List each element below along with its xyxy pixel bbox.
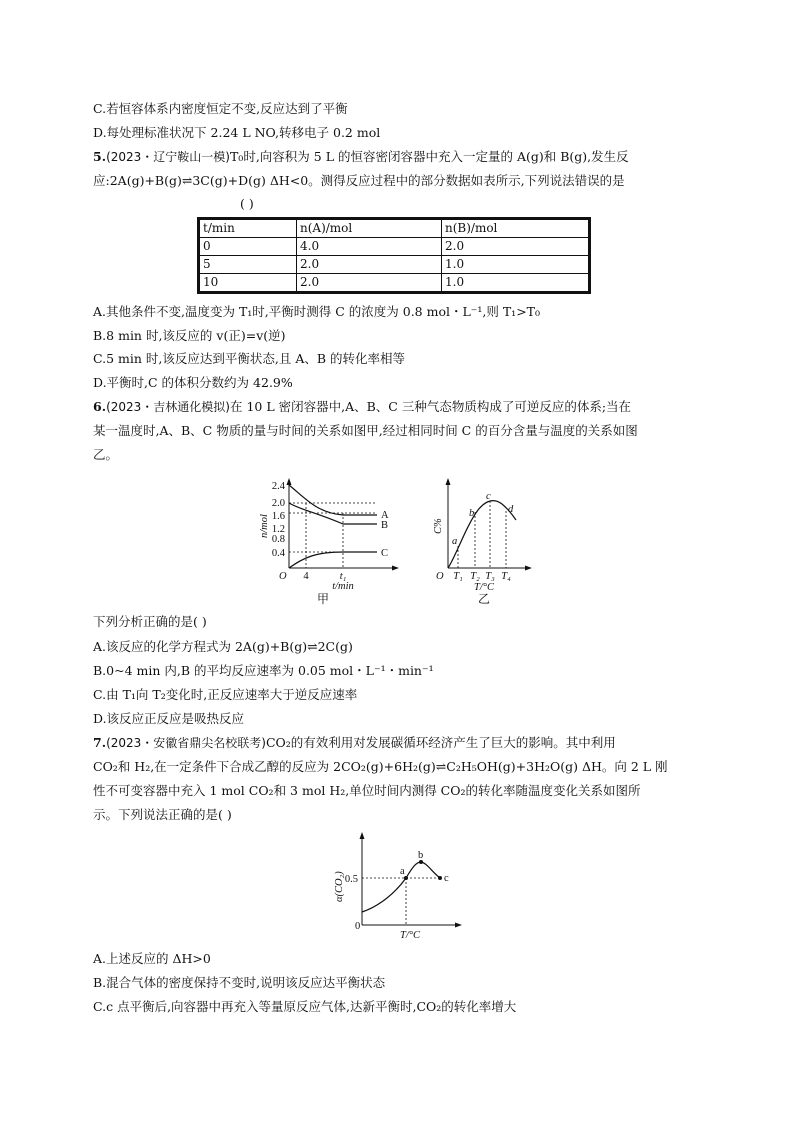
q7-option-c: C.c 点平衡后,向容器中再充入等量原反应气体,达新平衡时,CO₂的转化率增大 bbox=[93, 999, 517, 1014]
table-cell: 0 bbox=[199, 238, 297, 256]
table-row bbox=[199, 238, 590, 256]
table-cell: 1.0 bbox=[442, 256, 590, 274]
x-tick: T₄ bbox=[501, 571, 511, 582]
q6-source: (2023・吉林通化模拟) bbox=[106, 400, 230, 414]
point-label-b: b bbox=[469, 508, 475, 519]
origin-label: 0 bbox=[355, 921, 361, 932]
q6-line-2: 某一温度时,A、B、C 物质的量与时间的关系如图甲,经过相同时间 C 的百分含量与温度的关系如图 bbox=[93, 423, 638, 438]
figure-yi bbox=[428, 476, 538, 608]
q7-line-2: CO₂和 H₂,在一定条件下合成乙醇的反应为 2CO₂(g)+6H₂(g)⇌C₂H₅OH(g)+3H₂O(g) ΔH。向 2 L 刚 bbox=[93, 759, 668, 774]
point-label-b: b bbox=[418, 850, 424, 861]
q5-option-c: C.5 min 时,该反应达到平衡状态,且 A、B 的转化率相等 bbox=[93, 351, 406, 366]
y-tick: 0.5 bbox=[344, 874, 358, 885]
y-tick: 1.6 bbox=[271, 511, 285, 522]
q7-option-a: A.上述反应的 ΔH>0 bbox=[93, 951, 211, 966]
q7-source: (2023・安徽省鼎尖名校联考) bbox=[106, 736, 266, 750]
c-percent-curve bbox=[448, 501, 516, 568]
figure-jia bbox=[255, 476, 405, 608]
q6-option-d: D.该反应正反应是吸热反应 bbox=[93, 711, 245, 726]
y-tick: 1.2 bbox=[271, 524, 285, 535]
table-cell: 2.0 bbox=[442, 238, 590, 256]
figure-caption: 甲 bbox=[316, 592, 330, 606]
origin-label: O bbox=[279, 571, 287, 582]
q5-stem-1: T₀时,向容积为 5 L 的恒容密闭容器中充入一定量的 A(g)和 B(g),发生反 bbox=[229, 149, 629, 164]
point-label-a: a bbox=[452, 536, 458, 547]
q5-source: (2023・辽宁鞍山一模) bbox=[106, 150, 230, 164]
q7-option-b: B.混合气体的密度保持不变时,说明该反应达平衡状态 bbox=[93, 975, 386, 990]
series-label-a: A bbox=[381, 510, 389, 521]
table-header: n(B)/mol bbox=[442, 219, 590, 238]
x-tick: T₃ bbox=[485, 571, 495, 582]
y-tick: 2.4 bbox=[271, 481, 285, 492]
q5-option-d: D.平衡时,C 的体积分数约为 42.9% bbox=[93, 375, 293, 390]
series-label-b: B bbox=[381, 520, 389, 531]
option-d-prev: D.每处理标准状况下 2.24 L NO,转移电子 0.2 mol bbox=[93, 125, 381, 140]
q6-option-b: B.0~4 min 内,B 的平均反应速率为 0.05 mol・L⁻¹・min⁻¹ bbox=[93, 663, 434, 678]
y-tick: 2.0 bbox=[271, 498, 285, 509]
table-cell: 2.0 bbox=[297, 274, 442, 293]
table-cell: 2.0 bbox=[297, 256, 442, 274]
figure-co2 bbox=[330, 830, 470, 942]
y-axis-label: α(CO₂) bbox=[334, 871, 345, 902]
series-label-c: C bbox=[381, 548, 389, 559]
q5-answer-paren: ( ) bbox=[240, 196, 254, 211]
q7-stem-1: CO₂的有效利用对发展碳循环经济产生了巨大的影响。其中利用 bbox=[265, 735, 616, 750]
point-label-c: c bbox=[444, 873, 449, 884]
table-header: n(A)/mol bbox=[297, 219, 442, 238]
q7-number: 7. bbox=[93, 735, 107, 750]
table-cell: 10 bbox=[199, 274, 297, 293]
x-tick: t₁ bbox=[339, 571, 347, 582]
table-row bbox=[199, 256, 590, 274]
y-tick: 0.8 bbox=[271, 534, 285, 545]
q7-line-1 bbox=[93, 734, 616, 752]
q5-line-2: 应:2A(g)+B(g)⇌3C(g)+D(g) ΔH<0。测得反应过程中的部分数据如表所示,下列说法错误的是 bbox=[93, 173, 625, 188]
x-axis-label: t/min bbox=[332, 581, 354, 592]
q6-stem-1: 在 10 L 密闭容器中,A、B、C 三种气态物质构成了可逆反应的体系;当在 bbox=[229, 399, 632, 414]
x-tick: 4 bbox=[303, 571, 309, 582]
table-cell: 4.0 bbox=[297, 238, 442, 256]
figure-caption: 乙 bbox=[477, 592, 491, 606]
point-label-c: c bbox=[486, 491, 491, 502]
data-table bbox=[197, 217, 591, 294]
series-a-curve bbox=[289, 485, 377, 515]
point-c-marker bbox=[438, 876, 442, 880]
q6-line-3: 乙。 bbox=[93, 447, 119, 462]
table-header-row bbox=[199, 219, 590, 238]
q6-line-1 bbox=[93, 398, 631, 416]
q6-question: 下列分析正确的是( ) bbox=[93, 614, 207, 629]
q6-number: 6. bbox=[93, 399, 107, 414]
option-c-prev: C.若恒容体系内密度恒定不变,反应达到了平衡 bbox=[93, 101, 348, 116]
x-tick: T₂ bbox=[470, 571, 480, 582]
q7-line-4: 示。下列说法正确的是( ) bbox=[93, 807, 232, 822]
series-c-curve bbox=[289, 552, 377, 568]
q6-option-c: C.由 T₁向 T₂变化时,正反应速率大于逆反应速率 bbox=[93, 687, 358, 702]
table-header: t/min bbox=[199, 219, 297, 238]
table-cell: 1.0 bbox=[442, 274, 590, 293]
table-cell: 5 bbox=[199, 256, 297, 274]
q5-line-1 bbox=[93, 148, 629, 166]
q6-option-a: A.该反应的化学方程式为 2A(g)+B(g)⇌2C(g) bbox=[93, 639, 353, 654]
x-axis-label: T/°C bbox=[400, 930, 420, 941]
point-label-d: d bbox=[508, 504, 514, 515]
q5-number: 5. bbox=[93, 149, 107, 164]
point-label-a: a bbox=[400, 866, 405, 877]
y-axis-label: C% bbox=[433, 518, 444, 534]
q5-option-a: A.其他条件不变,温度变为 T₁时,平衡时测得 C 的浓度为 0.8 mol・L⁻¹,则 T₁>T₀ bbox=[93, 304, 541, 319]
y-axis-label: n/mol bbox=[259, 514, 270, 538]
y-tick: 0.4 bbox=[271, 548, 285, 559]
x-axis-label: T/°C bbox=[474, 582, 494, 593]
x-tick: T₁ bbox=[453, 571, 463, 582]
table-row bbox=[199, 274, 590, 293]
q5-option-b: B.8 min 时,该反应的 v(正)=v(逆) bbox=[93, 328, 286, 343]
q7-line-3: 性不可变容器中充入 1 mol CO₂和 3 mol H₂,单位时间内测得 CO₂的转化率随温度变化关系如图所 bbox=[93, 783, 641, 798]
origin-label: O bbox=[436, 571, 444, 582]
